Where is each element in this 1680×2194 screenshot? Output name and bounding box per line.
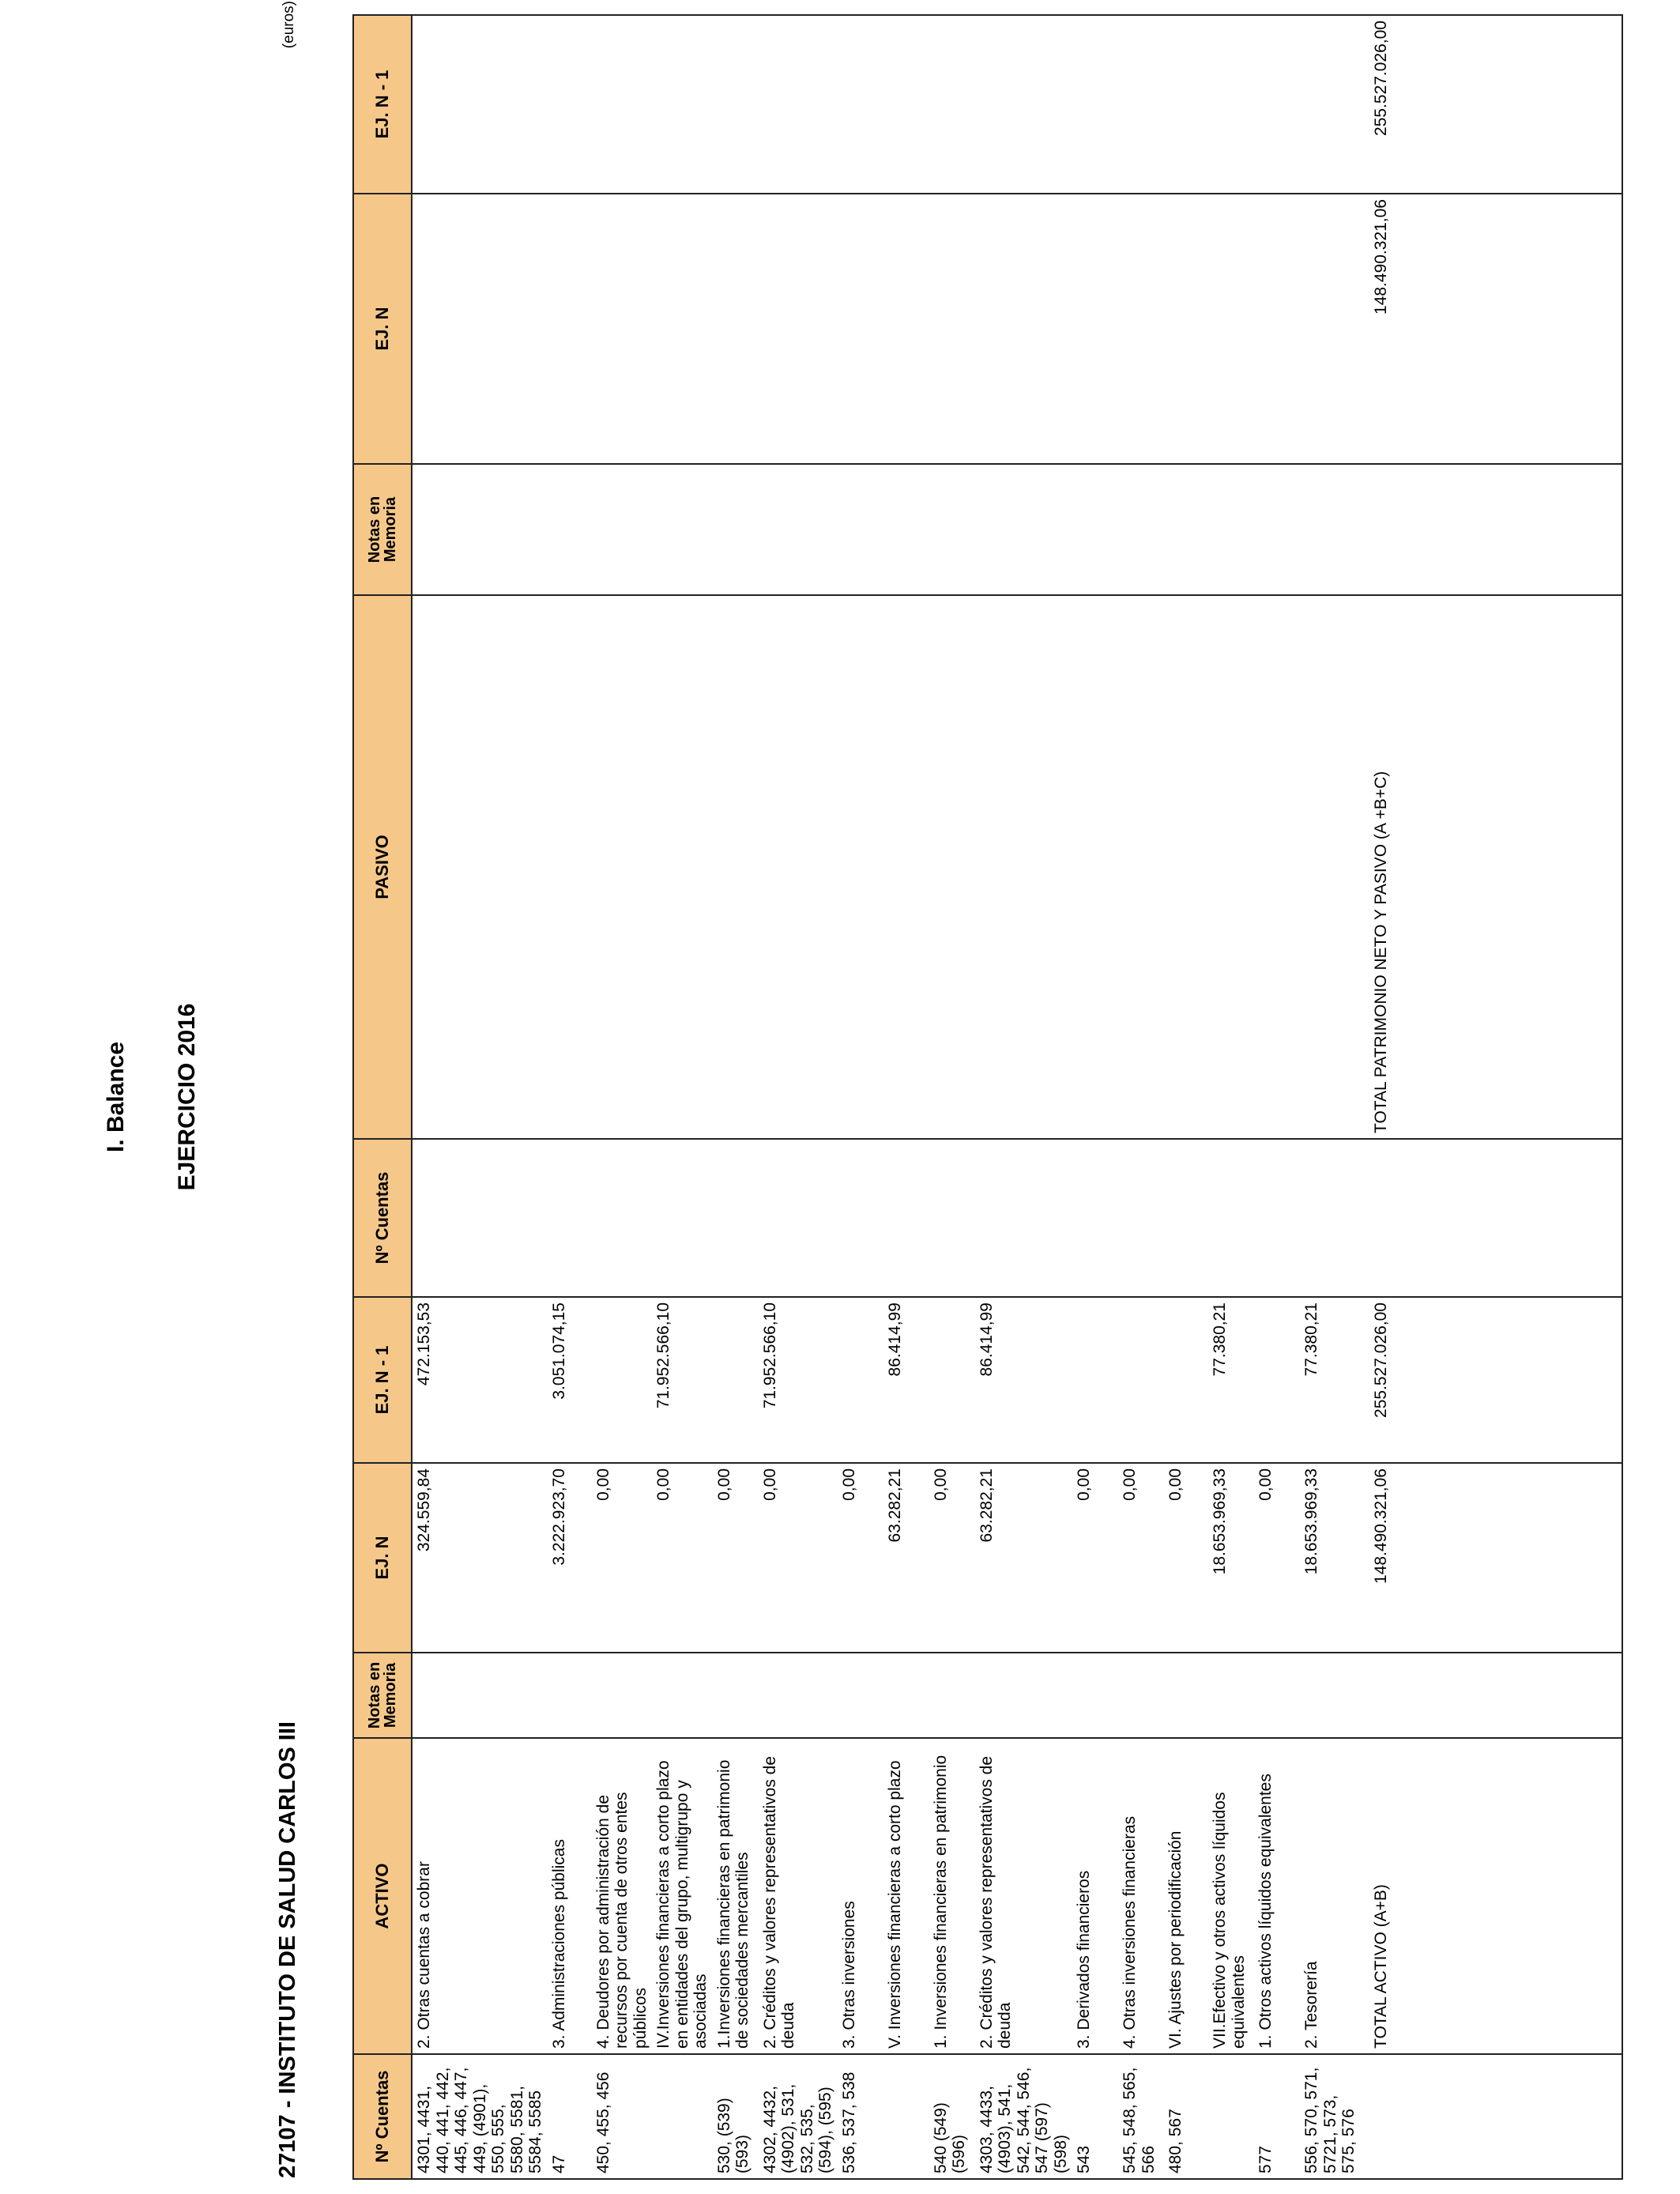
pasivo-notes-cell xyxy=(1254,464,1300,595)
ej-n1-value: 71.952.566,10 xyxy=(759,1297,838,1463)
table-row xyxy=(1072,15,1118,2179)
pasivo-accounts-cell xyxy=(838,1139,883,1297)
accounts-cell: 4301, 4431, 440, 441, 442, 445, 446, 447, 449, (4901), 550, 555, 5580, 5581, 5584, 5585 xyxy=(412,2054,548,2179)
ej-n1-value xyxy=(1164,1297,1208,1463)
pasivo-ej-n1-value xyxy=(652,15,713,194)
table-row xyxy=(1164,15,1208,2179)
table-row xyxy=(652,15,713,2179)
table-row xyxy=(883,15,929,2179)
ej-n-value: 0,00 xyxy=(1072,1463,1118,1653)
pasivo-notes-cell xyxy=(929,464,975,595)
pasivo-ej-n1-value xyxy=(1164,15,1208,194)
pasivo-notes-cell xyxy=(652,464,713,595)
pasivo-ej-n1-value xyxy=(548,15,592,194)
pasivo-ej-n1-value xyxy=(1300,15,1369,194)
ej-n1-value xyxy=(592,1297,653,1463)
accounts-cell xyxy=(1208,2054,1254,2179)
ej-n1-value: 472.153,53 xyxy=(412,1297,548,1463)
ej-n-value: 0,00 xyxy=(759,1463,838,1653)
activo-label: IV.Inversiones financieras a corto plazo en entidades del grupo, multigrupo y asociadas xyxy=(652,1738,713,2054)
pasivo-accounts-cell xyxy=(1072,1139,1118,1297)
accounts-cell: 530, (539) (593) xyxy=(713,2054,759,2179)
activo-label: 3. Derivados financieros xyxy=(1072,1738,1118,2054)
activo-label: 3. Administraciones públicas xyxy=(548,1738,592,2054)
accounts-cell: 480, 567 xyxy=(1164,2054,1208,2179)
accounts-cell: 543 xyxy=(1072,2054,1118,2179)
pasivo-notes-cell xyxy=(759,464,838,595)
activo-label: 2. Tesorería xyxy=(1300,1738,1369,2054)
pasivo-ej-n-value xyxy=(713,194,759,464)
total-row xyxy=(1369,15,1622,2179)
pasivo-label xyxy=(412,595,548,1139)
pasivo-label xyxy=(759,595,838,1139)
col-notes-pasivo: Notas en Memoria xyxy=(353,464,412,595)
notes-cell xyxy=(759,1653,838,1738)
page-subtitle: EJERCICIO 2016 xyxy=(174,1003,200,1191)
col-accounts: Nº Cuentas xyxy=(353,2054,412,2179)
notes-cell xyxy=(1300,1653,1369,1738)
ej-n1-value xyxy=(929,1297,975,1463)
ej-n1-value: 77.380,21 xyxy=(1208,1297,1254,1463)
activo-label: 1.Inversiones financieras en patrimonio de sociedades mercantiles xyxy=(713,1738,759,2054)
pasivo-label xyxy=(1208,595,1254,1139)
pasivo-label xyxy=(883,595,929,1139)
ej-n-value: 0,00 xyxy=(713,1463,759,1653)
accounts-cell: 450, 455, 456 xyxy=(592,2054,653,2179)
pasivo-accounts-cell xyxy=(713,1139,759,1297)
pasivo-ej-n1-value xyxy=(1208,15,1254,194)
pasivo-notes-cell xyxy=(838,464,883,595)
pasivo-ej-n1-value xyxy=(838,15,883,194)
pasivo-label xyxy=(975,595,1073,1139)
pasivo-notes-cell xyxy=(883,464,929,595)
activo-label: TOTAL ACTIVO (A+B) xyxy=(1369,1738,1622,2054)
pasivo-label xyxy=(1254,595,1300,1139)
pasivo-accounts-cell xyxy=(975,1139,1073,1297)
pasivo-accounts-cell xyxy=(412,1139,548,1297)
ej-n1-value: 3.051.074,15 xyxy=(548,1297,592,1463)
pasivo-label xyxy=(929,595,975,1139)
col-pasivo: PASIVO xyxy=(353,595,412,1139)
activo-label: 2. Créditos y valores representativos de deuda xyxy=(975,1738,1073,2054)
table-row xyxy=(929,15,975,2179)
pasivo-label xyxy=(713,595,759,1139)
accounts-cell: 4303, 4433, (4903), 541, 542, 544, 546, 547 (597) (598) xyxy=(975,2054,1073,2179)
notes-cell xyxy=(1369,1653,1622,1738)
pasivo-notes-cell xyxy=(412,464,548,595)
pasivo-ej-n-value xyxy=(759,194,838,464)
notes-cell xyxy=(713,1653,759,1738)
accounts-cell xyxy=(1369,2054,1622,2179)
table-row xyxy=(412,15,548,2179)
table-row xyxy=(713,15,759,2179)
balance-table xyxy=(352,14,1623,2180)
pasivo-notes-cell xyxy=(592,464,653,595)
table-row xyxy=(1254,15,1300,2179)
accounts-cell: 47 xyxy=(548,2054,592,2179)
pasivo-accounts-cell xyxy=(929,1139,975,1297)
ej-n-value: 0,00 xyxy=(1254,1463,1300,1653)
pasivo-ej-n-value xyxy=(1208,194,1254,464)
activo-label: 2. Créditos y valores representativos de deuda xyxy=(759,1738,838,2054)
pasivo-ej-n-value: 148.490.321,06 xyxy=(1369,194,1622,464)
pasivo-ej-n-value xyxy=(838,194,883,464)
ej-n-value: 3.222.923,70 xyxy=(548,1463,592,1653)
ej-n1-value xyxy=(838,1297,883,1463)
accounts-cell xyxy=(652,2054,713,2179)
ej-n1-value: 86.414,99 xyxy=(883,1297,929,1463)
pasivo-label xyxy=(548,595,592,1139)
ej-n1-value: 255.527.026,00 xyxy=(1369,1297,1622,1463)
pasivo-ej-n1-value xyxy=(1072,15,1118,194)
accounts-cell: 577 xyxy=(1254,2054,1300,2179)
ej-n1-value xyxy=(1072,1297,1118,1463)
ej-n-value: 0,00 xyxy=(929,1463,975,1653)
pasivo-accounts-cell xyxy=(652,1139,713,1297)
pasivo-ej-n-value xyxy=(412,194,548,464)
pasivo-notes-cell xyxy=(975,464,1073,595)
pasivo-notes-cell xyxy=(713,464,759,595)
ej-n-value: 18.653.969,33 xyxy=(1208,1463,1254,1653)
ej-n1-value xyxy=(1118,1297,1164,1463)
pasivo-notes-cell xyxy=(1164,464,1208,595)
pasivo-ej-n1-value xyxy=(929,15,975,194)
table-row xyxy=(975,15,1073,2179)
activo-label: 2. Otras cuentas a cobrar xyxy=(412,1738,548,2054)
col-ej-n1-pasivo: EJ. N - 1 xyxy=(353,15,412,194)
pasivo-ej-n-value xyxy=(1300,194,1369,464)
pasivo-ej-n-value xyxy=(652,194,713,464)
col-accounts-pasivo: Nº Cuentas xyxy=(353,1139,412,1297)
pasivo-ej-n1-value xyxy=(1254,15,1300,194)
notes-cell xyxy=(1072,1653,1118,1738)
pasivo-ej-n1-value xyxy=(713,15,759,194)
activo-label: 4. Otras inversiones financieras xyxy=(1118,1738,1164,2054)
table-row xyxy=(592,15,653,2179)
notes-cell xyxy=(1118,1653,1164,1738)
notes-cell xyxy=(1164,1653,1208,1738)
notes-cell xyxy=(883,1653,929,1738)
activo-label: VII.Efectivo y otros activos líquidos equivalentes xyxy=(1208,1738,1254,2054)
pasivo-label xyxy=(1072,595,1118,1139)
accounts-cell xyxy=(883,2054,929,2179)
pasivo-ej-n1-value xyxy=(759,15,838,194)
notes-cell xyxy=(838,1653,883,1738)
ej-n1-value: 71.952.566,10 xyxy=(652,1297,713,1463)
table-row xyxy=(1300,15,1369,2179)
pasivo-notes-cell xyxy=(1369,464,1622,595)
ej-n-value: 0,00 xyxy=(652,1463,713,1653)
activo-label: 4. Deudores por administración de recursos por cuenta de otros entes públicos xyxy=(592,1738,653,2054)
pasivo-accounts-cell xyxy=(883,1139,929,1297)
ej-n-value: 63.282,21 xyxy=(975,1463,1073,1653)
ej-n-value: 324.559,84 xyxy=(412,1463,548,1653)
pasivo-label: TOTAL PATRIMONIO NETO Y PASIVO (A +B+C) xyxy=(1369,595,1622,1139)
pasivo-notes-cell xyxy=(1208,464,1254,595)
ej-n1-value: 86.414,99 xyxy=(975,1297,1073,1463)
activo-label: V. Inversiones financieras a corto plazo xyxy=(883,1738,929,2054)
activo-label: VI. Ajustes por periodificación xyxy=(1164,1738,1208,2054)
col-ej-n: EJ. N xyxy=(353,1463,412,1653)
pasivo-ej-n-value xyxy=(975,194,1073,464)
pasivo-notes-cell xyxy=(548,464,592,595)
pasivo-accounts-cell xyxy=(1300,1139,1369,1297)
ej-n-value: 0,00 xyxy=(838,1463,883,1653)
pasivo-label xyxy=(592,595,653,1139)
pasivo-label xyxy=(1118,595,1164,1139)
pasivo-ej-n-value xyxy=(548,194,592,464)
pasivo-label xyxy=(652,595,713,1139)
pasivo-label xyxy=(1164,595,1208,1139)
col-ej-n-pasivo: EJ. N xyxy=(353,194,412,464)
col-notes: Notas en Memoria xyxy=(353,1653,412,1738)
pasivo-ej-n-value xyxy=(883,194,929,464)
header-row xyxy=(353,15,412,2179)
pasivo-ej-n-value xyxy=(929,194,975,464)
table-row xyxy=(838,15,883,2179)
pasivo-accounts-cell xyxy=(1118,1139,1164,1297)
notes-cell xyxy=(1254,1653,1300,1738)
pasivo-ej-n-value xyxy=(1254,194,1300,464)
accounts-cell: 540 (549) (596) xyxy=(929,2054,975,2179)
pasivo-ej-n1-value: 255.527.026,00 xyxy=(1369,15,1622,194)
ej-n-value: 148.490.321,06 xyxy=(1369,1463,1622,1653)
pasivo-label xyxy=(1300,595,1369,1139)
notes-cell xyxy=(652,1653,713,1738)
col-ej-n1: EJ. N - 1 xyxy=(353,1297,412,1463)
notes-cell xyxy=(929,1653,975,1738)
activo-label: 1. Otros activos líquidos equivalentes xyxy=(1254,1738,1300,2054)
pasivo-accounts-cell xyxy=(1369,1139,1622,1297)
ej-n-value: 0,00 xyxy=(1118,1463,1164,1653)
pasivo-accounts-cell xyxy=(592,1139,653,1297)
pasivo-ej-n-value xyxy=(592,194,653,464)
pasivo-ej-n1-value xyxy=(412,15,548,194)
ej-n1-value: 77.380,21 xyxy=(1300,1297,1369,1463)
pasivo-accounts-cell xyxy=(1208,1139,1254,1297)
activo-label: 3. Otras inversiones xyxy=(838,1738,883,2054)
pasivo-label xyxy=(838,595,883,1139)
page-title: I. Balance xyxy=(103,1041,129,1153)
notes-cell xyxy=(592,1653,653,1738)
units-label: (euros) xyxy=(281,1,297,49)
pasivo-ej-n-value xyxy=(1118,194,1164,464)
pasivo-accounts-cell xyxy=(759,1139,838,1297)
accounts-cell: 4302, 4432, (4902), 531, 532, 535, (594), (595) xyxy=(759,2054,838,2179)
ej-n-value: 63.282,21 xyxy=(883,1463,929,1653)
notes-cell xyxy=(412,1653,548,1738)
entity-name: 27107 - INSTITUTO DE SALUD CARLOS III xyxy=(275,1721,300,2178)
pasivo-notes-cell xyxy=(1072,464,1118,595)
notes-cell xyxy=(1208,1653,1254,1738)
pasivo-ej-n-value xyxy=(1164,194,1208,464)
table-row xyxy=(548,15,592,2179)
table-row xyxy=(759,15,838,2179)
activo-label: 1. Inversiones financieras en patrimonio xyxy=(929,1738,975,2054)
accounts-cell: 545, 548, 565, 566 xyxy=(1118,2054,1164,2179)
pasivo-ej-n1-value xyxy=(1118,15,1164,194)
accounts-cell: 556, 570, 571, 5721, 573, 575, 576 xyxy=(1300,2054,1369,2179)
pasivo-accounts-cell xyxy=(548,1139,592,1297)
accounts-cell: 536, 537, 538 xyxy=(838,2054,883,2179)
pasivo-accounts-cell xyxy=(1164,1139,1208,1297)
ej-n1-value xyxy=(713,1297,759,1463)
pasivo-ej-n1-value xyxy=(883,15,929,194)
pasivo-accounts-cell xyxy=(1254,1139,1300,1297)
pasivo-ej-n-value xyxy=(1072,194,1118,464)
pasivo-notes-cell xyxy=(1118,464,1164,595)
ej-n-value: 0,00 xyxy=(592,1463,653,1653)
ej-n-value: 18.653.969,33 xyxy=(1300,1463,1369,1653)
notes-cell xyxy=(975,1653,1073,1738)
pasivo-notes-cell xyxy=(1300,464,1369,595)
notes-cell xyxy=(548,1653,592,1738)
table-row xyxy=(1208,15,1254,2179)
table-row xyxy=(1118,15,1164,2179)
ej-n-value: 0,00 xyxy=(1164,1463,1208,1653)
ej-n1-value xyxy=(1254,1297,1300,1463)
pasivo-ej-n1-value xyxy=(592,15,653,194)
pasivo-ej-n1-value xyxy=(975,15,1073,194)
col-activo: ACTIVO xyxy=(353,1738,412,2054)
